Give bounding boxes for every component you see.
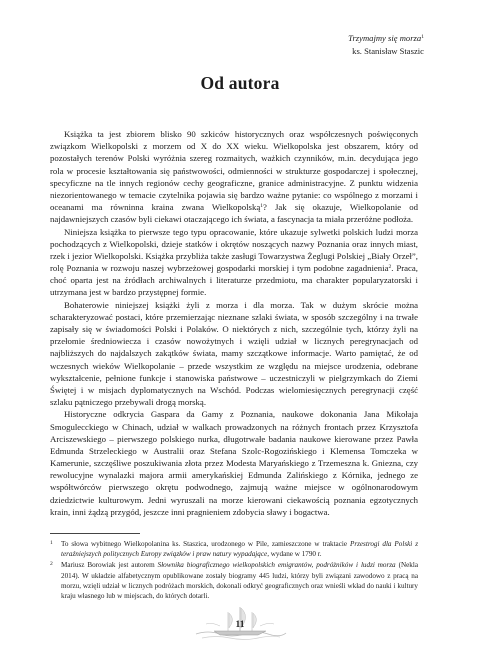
paragraph <box>50 299 418 409</box>
paragraph-text: Książka ta jest zbiorem blisko 90 szkiców historycznych oraz współczesnych poświęconych związkom Wielkopolski z morzem od X do XX wieku. Wielkopolska jest obszarem, który od pozostałych terenów Polski wyróżnia szereg rozmaitych, ważkich czynników, m.in. decydująca jego rola w procesie kształtowania się państwowości, odmienności w strukturze gospodarczej i społecznej, specyficzne na tle innych regionów cechy geograficzne, granice administracyjne. Z punktu widzenia niezorientowanego w temacie czytelnika pojawia się bardzo ważne pytanie: co wspólnego z morzami i oceanami ma równinna kraina zwana Wielkopolską <box>50 129 418 213</box>
footnote-text: Mariusz Borowiak jest autorem <box>61 561 158 570</box>
footnote <box>50 559 418 601</box>
epigraph-quote: Trzymajmy się morza <box>348 33 422 43</box>
paragraph <box>50 226 418 299</box>
footnote-number: 2 <box>50 561 53 568</box>
footnote-ref-1[interactable]: 1 <box>421 34 424 40</box>
paragraph <box>50 408 418 518</box>
page-footer-ornament <box>190 604 290 642</box>
paragraph-text: Bohaterowie niniejszej książki żyli z morza i dla morza. Tak w dużym skrócie można scharakteryzować postaci, które przemierzając nieznane szlaki świata, w sposób szczególny i na trwałe zapisały się w świadomości Polski i Polaków. O niektórych z nich, szczególnie tych, którzy żyli na przełomie średniowiecza i czasów nowożytnych i wzięli udział w licznych peregrynacjach od najbliższych do najdalszych zakątków świata, mamy szczątkowe informacje. Warto pamiętać, że od wczesnych wieków Wielkopolanie – przede wszystkim ze względu na miejsce urodzenia, odebrane wykształcenie, pełnione funkcje i stanowiska państwowe – uczestniczyli w pielgrzymkach do Ziemi Świętej i w misjach dyplomatycznych na Wschód. Podczas wielomiesięcznych peregrynacji część szlaku pątniczego przebywali drogą morską. <box>50 299 418 408</box>
paragraph-text: Historyczne odkrycia Gaspara da Gamy z Poznania, naukowe dokonania Jana Mikołaja Smogulecckiego w Chinach, udział w walkach prowadzonych na różnych frontach przez Krzysztofa Arciszewskiego – pierwszego polskiego nurka, długotrwałe badania naukowe kierowane przez Pawła Edmunda Strzeleckiego w Australii oraz Stefana Szolc-Rogozińskiego i Klemensa Tomczeka w Kamerunie, szczęśliwe poszukiwania złota przez Modesta Maryańskiego z Trzemeszna k. Gniezna, czy rewolucyjne wynalazki majora armii amerykańskiej Edmunda Zalińskiego z Kórnika, jednego ze współtwórców pierwszego okrętu podwodnego, zajmują ważne miejsce w ogólnonarodowym dziedzictwie kulturowym. Jedni wyruszali na morze kierowani ciekawością poznania egzotycznych krain, inni żądzą przygód, jeszcze inni pragnieniem zdobycia sławy i bogactwa. <box>50 409 418 517</box>
footnote-italic-title: Przestrogi dla Polski z teraźniejszych politycznych Europy związków i praw natury wypadające <box>61 540 418 559</box>
chapter-title: Od autora <box>200 73 280 93</box>
paragraph <box>50 128 418 226</box>
paragraph-text: Niniejsza książka to pierwsze tego typu opracowanie, które ukazuje sylwetki polskich ludzi morza pochodzących z Wielkopolski, dzieje statków i okrętów noszących nazwy Poznania oraz innych miast, rzek i jezior Wielkopolski. Książka przybliża także zasługi Towarzystwa Żeglugi Polskiej „Biały Orzeł”, rolę Poznania w rozwoju naszej wybrzeżowej gospodarki morskiej i tym podobne zagadnienia <box>50 226 418 274</box>
main-text <box>50 128 418 518</box>
footnote-divider <box>50 533 140 534</box>
paragraph-text: . Praca, choć oparta jest na źródłach archiwalnych i literaturze przedmiotu, ma charakter popularyzatorski i utrzymana jest w bardzo przystępnej formie. <box>50 263 418 298</box>
page-number: 11 <box>235 620 245 630</box>
footnote-text: To słowa wybitnego Wielkopolanina ks. Staszica, urodzonego w Pile, zamieszczone w traktacie <box>61 540 350 548</box>
epigraph <box>348 32 424 57</box>
footnote-ref[interactable]: 1 <box>260 203 264 210</box>
footnotes <box>50 538 418 601</box>
footnote-text: , wydane w 1790 r. <box>267 550 322 559</box>
footnote-text: (Nekla 2014). W układzie alfabetycznym opublikowane zostały biogramy 445 ludzi, którzy byli związani zawodowo z pracą na morzu, wzięli udział w licznych podróżach morskich, dokonali odkryć geograficznych oraz wnieśli wkład do nauki i kultury kraju własnego lub w miejscach, do których dotarli. <box>61 561 419 601</box>
footnote-italic-title: Słownika biograficznego wielkopolskich emigrantów, podróżników i ludzi morza <box>157 561 396 570</box>
footnote-number: 1 <box>50 540 53 546</box>
epigraph-author: ks. Stanisław Staszic <box>352 45 424 56</box>
footnote-ref-2[interactable]: 2 <box>388 264 392 271</box>
footnote <box>50 538 418 559</box>
paragraph-text: ? Jak się okazuje, Wielkopolanie od najdawniejszych czasów byli ciekawi otaczającego ich świata, a fascynacja ta miała przeróżne podłoża. <box>50 202 418 225</box>
